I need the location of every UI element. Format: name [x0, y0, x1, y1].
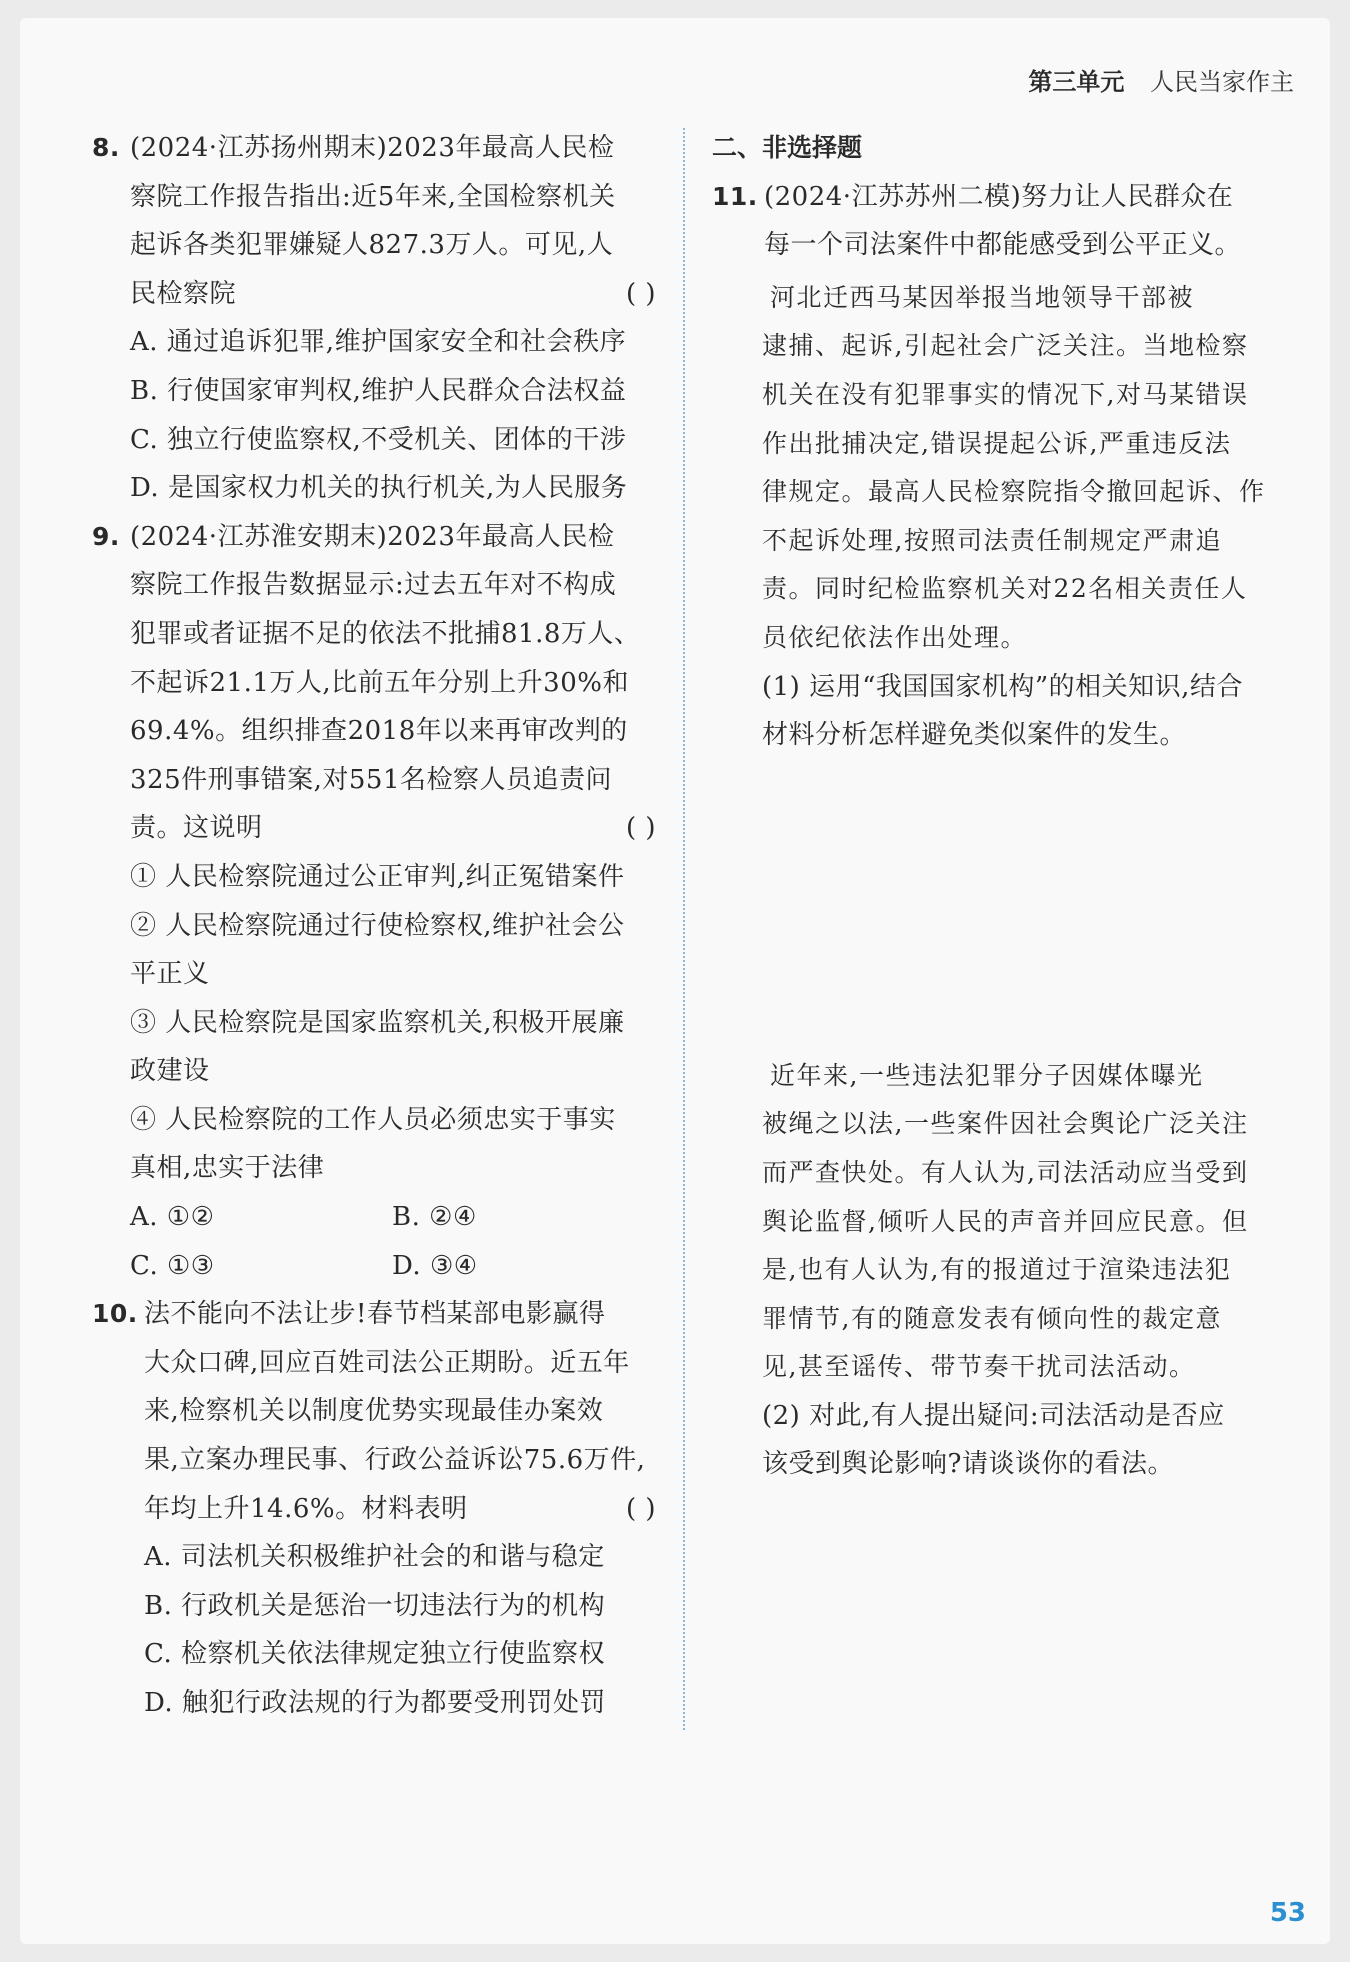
question-line: 果,立案办理民事、行政公益诉讼75.6万件, [144, 1445, 646, 1476]
question-11 [712, 173, 1282, 1689]
option-c: C. 独立行使监察权,不受机关、团体的干涉 [130, 424, 627, 455]
answer-blank: ( ) [625, 1493, 656, 1524]
unit-title: 人民当家作主 [1150, 68, 1294, 96]
question-line: 民检察院 ( ) [92, 270, 662, 319]
page-header [1028, 62, 1294, 97]
option-row [92, 1242, 662, 1291]
question-9 [92, 513, 662, 1291]
question-8 [92, 124, 662, 513]
option-d: D. 触犯行政法规的行为都要受刑罚处罚 [144, 1688, 606, 1718]
question-line: 325件刑事错案,对551名检察人员追责问 [130, 764, 613, 795]
answer-blank: ( ) [625, 278, 656, 309]
material-2: 近年来,一些违法犯罪分子因媒体曝光 被绳之以法,一些案件因社会舆论广泛关注 而严查快处。有人认为,司法活动应当受到 舆论监督,倾听人民的声音并回应民意。但 是,也有人认为,有的报道过于渲染违法犯 罪情节,有的随意发表有倾向性的裁定意 见,甚至谣传、带节奏干扰司法活动。 [762, 1060, 1249, 1382]
statement-3-cont: 政建设 [130, 1056, 210, 1087]
option-c: C. 检察机关依法律规定独立行使监察权 [144, 1639, 605, 1670]
question-line: 大众口碑,回应百姓司法公正期盼。近五年 [144, 1347, 630, 1378]
statement-4-cont: 真相,忠实于法律 [130, 1153, 325, 1184]
statement-1: ① 人民检察院通过公正审判,纠正冤错案件 [130, 861, 625, 892]
option-c: C. ①③ [130, 1250, 215, 1281]
answer-blank: ( ) [625, 813, 656, 844]
column-divider [683, 128, 685, 1730]
option-b: B. ②④ [392, 1202, 477, 1233]
question-number: 8. [92, 133, 120, 162]
statement-2-cont: 平正义 [130, 959, 210, 990]
question-line: 犯罪或者证据不足的依法不批捕81.8万人、 [130, 618, 641, 649]
answer-space-1[interactable] [712, 760, 1282, 1052]
option-d: D. 是国家权力机关的执行机关,为人民服务 [130, 473, 628, 504]
statement-4: ④ 人民检察院的工作人员必须忠实于事实 [130, 1104, 616, 1135]
sub-question-2: (2) 对此,有人提出疑问:司法活动是否应 该受到舆论影响?请谈谈你的看法。 [762, 1400, 1225, 1480]
answer-space-2[interactable] [712, 1489, 1282, 1689]
question-line: 69.4%。组织排查2018年以来再审改判的 [130, 716, 628, 747]
option-b: B. 行政机关是惩治一切违法行为的机构 [144, 1590, 606, 1621]
option-b: B. 行使国家审判权,维护人民群众合法权益 [130, 375, 627, 406]
statement-3: ③ 人民检察院是国家监察机关,积极开展廉 [130, 1007, 625, 1038]
left-column [92, 124, 662, 1728]
question-line: 来,检察机关以制度优势实现最佳办案效 [144, 1396, 604, 1427]
section-title: 二、非选择题 [712, 133, 863, 162]
right-column [712, 124, 1282, 1689]
statement-2: ② 人民检察院通过行使检察权,维护社会公 [130, 910, 625, 941]
question-line: 11. (2024·江苏苏州二模)努力让人民群众在 [712, 173, 1282, 222]
option-d: D. ③④ [392, 1250, 478, 1281]
option-row [92, 1193, 662, 1242]
option-a: A. ①② [130, 1202, 215, 1233]
question-line: 察院工作报告数据显示:过去五年对不构成 [130, 570, 617, 601]
question-line: 责。这说明 ( ) [92, 804, 662, 853]
question-10 [92, 1290, 662, 1727]
question-line: 起诉各类犯罪嫌疑人827.3万人。可见,人 [130, 230, 614, 261]
option-a: A. 通过追诉犯罪,维护国家安全和社会秩序 [130, 327, 627, 358]
question-line: 9. (2024·江苏淮安期末)2023年最高人民检 [92, 513, 662, 562]
unit-label: 第三单元 [1028, 68, 1125, 96]
question-line: 8. (2024·江苏扬州期末)2023年最高人民检 [92, 124, 662, 173]
question-line: 每一个司法案件中都能感受到公平正义。 [764, 230, 1242, 261]
page-number: 53 [1269, 1898, 1306, 1928]
question-number: 11. [712, 181, 758, 211]
question-line: 年均上升14.6%。材料表明 ( ) [92, 1485, 662, 1534]
option-a: A. 司法机关积极维护社会的和谐与稳定 [144, 1542, 605, 1573]
question-number: 9. [92, 521, 120, 551]
question-line: 10. 法不能向不法让步!春节档某部电影赢得 [92, 1290, 662, 1339]
question-line: 察院工作报告指出:近5年来,全国检察机关 [130, 181, 616, 212]
sub-question-1: (1) 运用“我国国家机构”的相关知识,结合 材料分析怎样避免类似案件的发生。 [762, 671, 1243, 751]
question-number: 10. [92, 1299, 138, 1329]
material-1: 河北迁西马某因举报当地领导干部被 逮捕、起诉,引起社会广泛关注。当地检察 机关在没有犯罪事实的情况下,对马某错误 作出批捕决定,错误提起公诉,严重违反法 律规定。最高人民检察院指令撤回起诉、作 不起诉处理,按照司法责任制规定严肃追 责。同时纪检监察机关对22名相关责任人 员依纪依法作出处理。 [762, 282, 1266, 652]
question-line: 不起诉21.1万人,比前五年分别上升30%和 [130, 667, 629, 698]
